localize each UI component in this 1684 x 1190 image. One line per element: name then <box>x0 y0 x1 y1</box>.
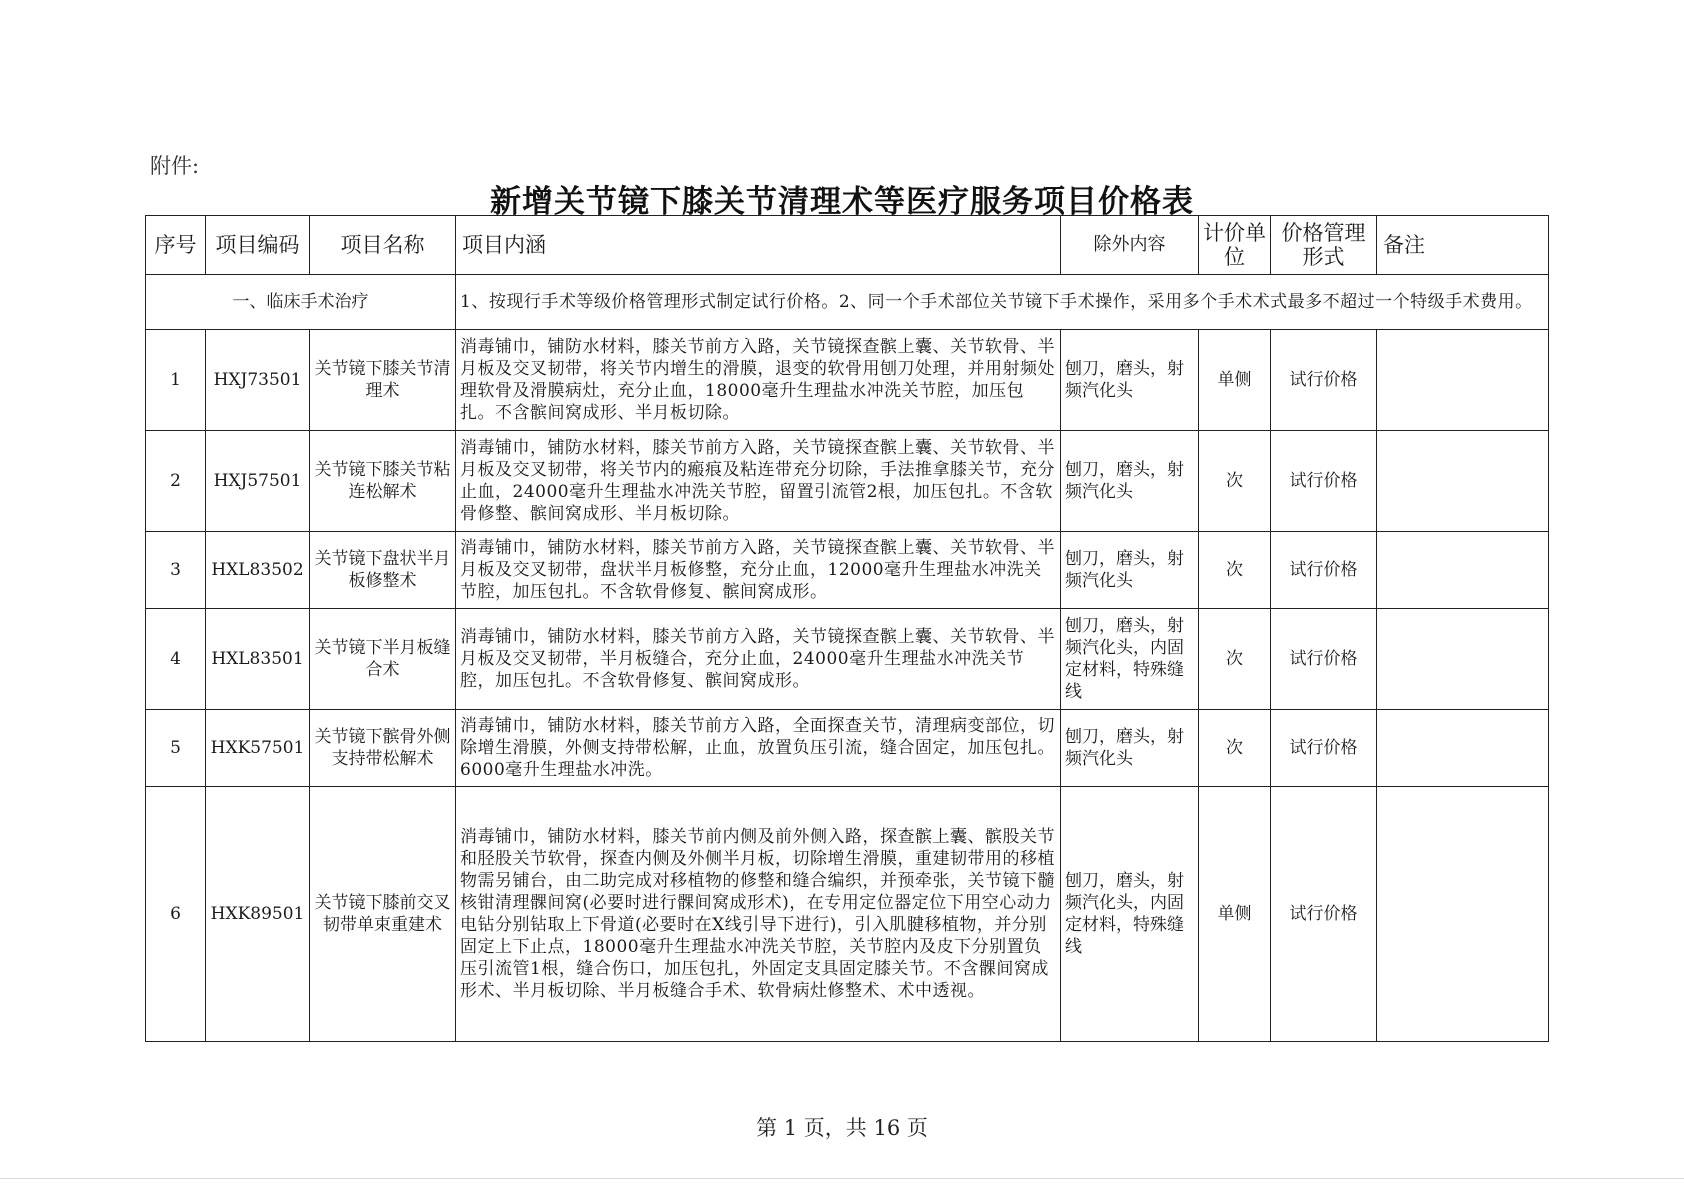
row-name: 关节镜下膝前交叉韧带单束重建术 <box>310 787 456 1042</box>
row-content: 消毒铺巾，铺防水材料，膝关节前方入路，关节镜探查髌上囊、关节软骨、半月板及交叉韧带，盘状半月板修整，充分止血，12000毫升生理盐水冲洗关节腔，加压包扎。不含软骨修复、髌间窝成形。 <box>456 532 1061 609</box>
row-management: 试行价格 <box>1271 787 1377 1042</box>
row-remarks <box>1377 431 1549 532</box>
row-exclusions: 刨刀，磨头，射频汽化头，内固定材料，特殊缝线 <box>1061 787 1199 1042</box>
row-unit: 次 <box>1199 532 1271 609</box>
row-unit: 单侧 <box>1199 787 1271 1042</box>
row-unit: 次 <box>1199 710 1271 787</box>
row-code: HXK89501 <box>206 787 310 1042</box>
row-remarks <box>1377 609 1549 710</box>
row-management: 试行价格 <box>1271 532 1377 609</box>
price-table <box>145 215 1549 1042</box>
row-remarks <box>1377 330 1549 431</box>
row-seq: 3 <box>146 532 206 609</box>
row-name: 关节镜下盘状半月板修整术 <box>310 532 456 609</box>
row-seq: 5 <box>146 710 206 787</box>
row-remarks <box>1377 787 1549 1042</box>
header-exclusions: 除外内容 <box>1061 216 1199 275</box>
table-row <box>146 609 1549 710</box>
table-row <box>146 787 1549 1042</box>
table-row <box>146 532 1549 609</box>
row-code: HXK57501 <box>206 710 310 787</box>
row-code: HXL83502 <box>206 532 310 609</box>
page-title: 新增关节镜下膝关节清理术等医疗服务项目价格表 <box>490 184 1194 220</box>
row-code: HXL83501 <box>206 609 310 710</box>
header-remarks: 备注 <box>1377 216 1549 275</box>
row-seq: 1 <box>146 330 206 431</box>
row-unit: 单侧 <box>1199 330 1271 431</box>
row-exclusions: 刨刀，磨头，射频汽化头 <box>1061 431 1199 532</box>
row-name: 关节镜下膝关节清理术 <box>310 330 456 431</box>
table-row <box>146 710 1549 787</box>
bottom-divider <box>0 1178 1684 1179</box>
row-content: 消毒铺巾，铺防水材料，膝关节前方入路，全面探查关节，清理病变部位，切除增生滑膜，外侧支持带松解，止血，放置负压引流，缝合固定，加压包扎。6000毫升生理盐水冲洗。 <box>456 710 1061 787</box>
header-name: 项目名称 <box>310 216 456 275</box>
header-unit: 计价单位 <box>1199 216 1271 275</box>
header-management: 价格管理形式 <box>1271 216 1377 275</box>
row-content: 消毒铺巾，铺防水材料，膝关节前方入路，关节镜探查髌上囊、关节软骨、半月板及交叉韧带，将关节内增生的滑膜，退变的软骨用刨刀处理，并用射频处理软骨及滑膜病灶，充分止血，18000毫升生理盐水冲洗关节腔，加压包扎。不含髌间窝成形、半月板切除。 <box>456 330 1061 431</box>
row-name: 关节镜下膝关节粘连松解术 <box>310 431 456 532</box>
row-remarks <box>1377 710 1549 787</box>
row-content: 消毒铺巾，铺防水材料，膝关节前方入路，关节镜探查髌上囊、关节软骨、半月板及交叉韧带，半月板缝合，充分止血，24000毫升生理盐水冲洗关节腔，加压包扎。不含软骨修复、髌间窝成形。 <box>456 609 1061 710</box>
row-management: 试行价格 <box>1271 431 1377 532</box>
row-management: 试行价格 <box>1271 330 1377 431</box>
row-content: 消毒铺巾，铺防水材料，膝关节前方入路，关节镜探查髌上囊、关节软骨、半月板及交叉韧带，将关节内的瘢痕及粘连带充分切除，手法推拿膝关节，充分止血，24000毫升生理盐水冲洗关节腔，留置引流管2根，加压包扎。不含软骨修整、髌间窝成形、半月板切除。 <box>456 431 1061 532</box>
row-content: 消毒铺巾，铺防水材料，膝关节前内侧及前外侧入路，探查髌上囊、髌股关节和胫股关节软骨，探查内侧及外侧半月板，切除增生滑膜，重建韧带用的移植物需另铺台，由二助完成对移植物的修整和缝合编织，并预牵张，关节镜下髓核钳清理髁间窝(必要时进行髁间窝成形术)，在专用定位器定位下用空心动力电钻分别钻取上下骨道(必要时在X线引导下进行)，引入肌腱移植物，并分别固定上下止点，18000毫升生理盐水冲洗关节腔，关节腔内及皮下分别置负压引流管1根，缝合伤口，加压包扎，外固定支具固定膝关节。不含髁间窝成形术、半月板切除、半月板缝合手术、软骨病灶修整术、术中透视。 <box>456 787 1061 1042</box>
section-row <box>146 275 1549 330</box>
row-exclusions: 刨刀，磨头，射频汽化头 <box>1061 532 1199 609</box>
row-code: HXJ57501 <box>206 431 310 532</box>
header-seq: 序号 <box>146 216 206 275</box>
row-exclusions: 刨刀，磨头，射频汽化头 <box>1061 330 1199 431</box>
row-unit: 次 <box>1199 431 1271 532</box>
row-unit: 次 <box>1199 609 1271 710</box>
row-name: 关节镜下半月板缝合术 <box>310 609 456 710</box>
row-management: 试行价格 <box>1271 609 1377 710</box>
row-name: 关节镜下髌骨外侧支持带松解术 <box>310 710 456 787</box>
row-seq: 6 <box>146 787 206 1042</box>
section-note: 1、按现行手术等级价格管理形式制定试行价格。2、同一个手术部位关节镜下手术操作，采用多个手术术式最多不超过一个特级手术费用。 <box>456 275 1549 330</box>
row-management: 试行价格 <box>1271 710 1377 787</box>
header-content: 项目内涵 <box>456 216 1061 275</box>
row-exclusions: 刨刀，磨头，射频汽化头，内固定材料，特殊缝线 <box>1061 609 1199 710</box>
table-row <box>146 330 1549 431</box>
section-label: 一、临床手术治疗 <box>146 275 456 330</box>
attachment-label: 附件: <box>150 154 200 178</box>
row-seq: 4 <box>146 609 206 710</box>
page-number: 第 1 页，共 16 页 <box>756 1116 928 1140</box>
table-header-row <box>146 216 1549 275</box>
row-exclusions: 刨刀，磨头，射频汽化头 <box>1061 710 1199 787</box>
row-code: HXJ73501 <box>206 330 310 431</box>
row-seq: 2 <box>146 431 206 532</box>
table-row <box>146 431 1549 532</box>
row-remarks <box>1377 532 1549 609</box>
header-code: 项目编码 <box>206 216 310 275</box>
